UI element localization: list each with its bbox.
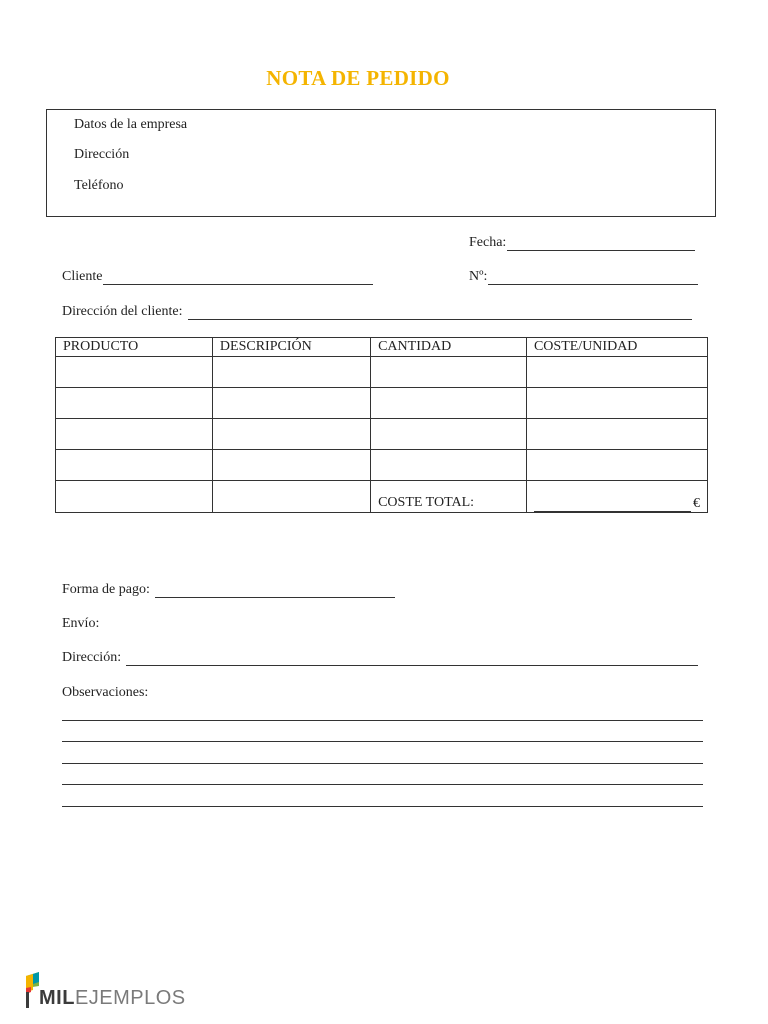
numero-line[interactable]	[488, 270, 698, 285]
table-cell[interactable]	[212, 419, 370, 450]
table-cell[interactable]	[212, 481, 370, 513]
table-cell[interactable]	[212, 357, 370, 388]
coste-total-label: COSTE TOTAL:	[371, 481, 527, 513]
company-phone-label: Teléfono	[74, 178, 124, 193]
direccion-field[interactable]	[62, 650, 698, 666]
observaciones-line-5[interactable]	[62, 806, 703, 807]
header-descripcion: DESCRIPCIÓN	[212, 338, 370, 357]
observaciones-label: Observaciones:	[62, 685, 149, 700]
forma-pago-line[interactable]	[155, 583, 395, 598]
table-cell[interactable]	[56, 357, 213, 388]
table-cell[interactable]	[526, 450, 707, 481]
observaciones-line-1[interactable]	[62, 720, 703, 721]
forma-pago-label: Forma de pago:	[62, 582, 150, 597]
milejemplos-logo-icon	[24, 970, 40, 1008]
fecha-label: Fecha:	[469, 235, 507, 250]
envio-field[interactable]	[62, 616, 99, 632]
header-coste-unidad: COSTE/UNIDAD	[526, 338, 707, 357]
table-cell[interactable]	[212, 388, 370, 419]
table-cell[interactable]	[371, 357, 527, 388]
currency-symbol: €	[693, 496, 700, 511]
numero-field[interactable]	[469, 269, 698, 285]
table-cell[interactable]	[212, 450, 370, 481]
direccion-cliente-line[interactable]	[188, 305, 692, 320]
logo-text-ejemplos: EJEMPLOS	[74, 987, 186, 1009]
company-info-box	[46, 109, 716, 217]
observaciones-line-2[interactable]	[62, 741, 703, 742]
table-cell[interactable]	[526, 419, 707, 450]
table-row	[56, 357, 708, 388]
cliente-line[interactable]	[103, 270, 373, 285]
company-address-label: Dirección	[74, 147, 130, 162]
total-row	[56, 481, 708, 513]
cliente-field[interactable]	[62, 269, 373, 285]
direccion-line[interactable]	[126, 651, 698, 666]
table-cell[interactable]	[371, 388, 527, 419]
logo-text-mil: MIL	[39, 987, 75, 1009]
table-cell[interactable]	[56, 388, 213, 419]
direccion-cliente-field[interactable]	[62, 304, 692, 320]
fecha-line[interactable]	[507, 236, 695, 251]
table-row	[56, 388, 708, 419]
direccion-label: Dirección:	[62, 650, 122, 665]
header-producto: PRODUCTO	[56, 338, 213, 357]
direccion-cliente-label: Dirección del cliente:	[62, 304, 183, 319]
table-row	[56, 419, 708, 450]
coste-total-cell[interactable]	[526, 481, 707, 513]
table-cell[interactable]	[56, 419, 213, 450]
table-cell[interactable]	[526, 357, 707, 388]
fecha-field[interactable]	[469, 235, 695, 251]
table-cell[interactable]	[371, 419, 527, 450]
cliente-label: Cliente	[62, 269, 103, 284]
milejemplos-logo	[24, 968, 186, 1008]
table-header-row	[56, 338, 708, 357]
table-cell[interactable]	[56, 450, 213, 481]
company-name-label: Datos de la empresa	[74, 117, 188, 132]
observaciones-line-3[interactable]	[62, 763, 703, 764]
order-items-table	[55, 337, 708, 513]
observaciones-line-4[interactable]	[62, 784, 703, 785]
table-row	[56, 450, 708, 481]
observaciones-field	[62, 685, 148, 701]
document-title: NOTA DE PEDIDO	[266, 66, 450, 90]
table-cell[interactable]	[371, 450, 527, 481]
table-cell[interactable]	[526, 388, 707, 419]
header-cantidad: CANTIDAD	[371, 338, 527, 357]
forma-pago-field[interactable]	[62, 582, 395, 598]
table-cell[interactable]	[56, 481, 213, 513]
coste-total-line[interactable]	[534, 497, 691, 512]
numero-label: Nº:	[469, 269, 488, 284]
envio-label: Envío:	[62, 616, 100, 631]
